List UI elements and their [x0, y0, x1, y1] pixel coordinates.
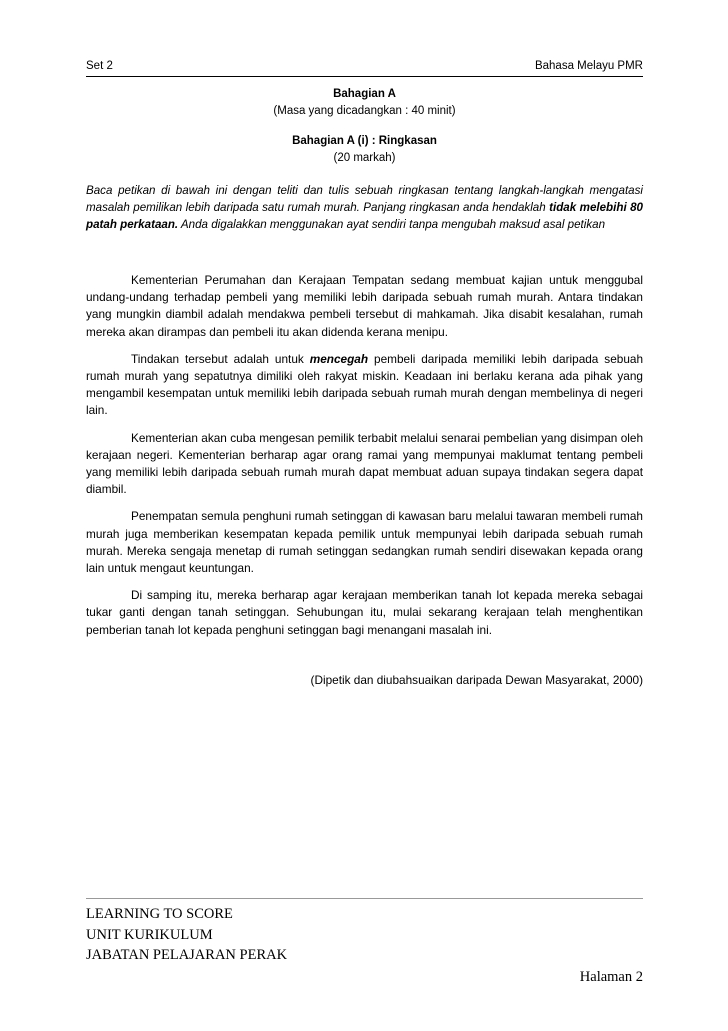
header-subject-label: Bahasa Melayu PMR: [534, 60, 643, 72]
section-time: (Masa yang dicadangkan : 40 minit): [273, 104, 456, 117]
subsection-marks: (20 markah): [333, 151, 396, 164]
instruction-word-limit: tidak melebihi 80 patah perkataan.: [86, 200, 643, 231]
paragraph-2-text-after: pembeli daripada memiliki lebih daripada sebuah rumah murah yang sepatutnya dimiliki oleh rakyat miskin. Keadaan ini berlaku kerana ada pihak yang mengambil kesempatan untuk memiliki lebih daripada sebuah rumah murah dengan membelinya di negeri lain.: [86, 351, 643, 418]
passage-paragraph-2: [86, 351, 643, 420]
passage-paragraph-5: Di samping itu, mereka berharap agar kerajaan memberikan tanah lot kepada mereka sebagai tukar ganti dengan tanah setinggan. Sehubungan itu, mulai sekarang kerajaan telah menghentikan pemberian tanah lot kepada penghuni setinggan bagi menangani masalah ini.: [86, 588, 643, 637]
header-set-label: Set 2: [86, 60, 113, 72]
passage-paragraph-3: Kementerian akan cuba mengesan pemilik terbabit melalui senarai pembelian yang disimpan oleh kerajaan negeri. Kementerian berharap agar orang ramai yang mempunyai maklumat tentang pembeli yang memiliki lebih daripada sebuah rumah murah dapat membuat aduan supaya tindakan segera dapat diambil.: [86, 430, 643, 497]
title-block: [86, 86, 643, 166]
passage-body: [86, 272, 643, 639]
paragraph-2-text-before: Tindakan tersebut adalah untuk: [131, 351, 310, 366]
paragraph-2-emphasis: mencegah: [309, 351, 369, 366]
subsection-title: Bahagian A (i) : Ringkasan: [292, 135, 437, 147]
footer-line-1: LEARNING TO SCORE: [86, 906, 233, 922]
section-title: Bahagian A: [333, 88, 396, 100]
document-header: [86, 59, 643, 77]
footer-line-2: UNIT KURIKULUM: [86, 926, 213, 943]
page-number: Halaman 2: [579, 968, 643, 985]
document-footer: [86, 898, 643, 987]
passage-paragraph-1: Kementerian Perumahan dan Kerajaan Tempatan sedang membuat kajian untuk menggubal undang-undang terhadap pembeli yang memiliki lebih daripada sebuah rumah murah. Antara tindakan yang mungkin diambil adalah mendakwa pembeli tersebut di mahkamah. Jika disabit kesalahan, rumah mereka akan dirampas dan pembeli itu akan didenda kerana menipu.: [86, 273, 643, 339]
passage-paragraph-4: Penempatan semula penghuni rumah setinggan di kawasan baru melalui tawaran membeli rumah murah juga memberikan kesempatan kepada pemilik untuk mempunyai lebih daripada sebuah rumah murah. Mereka sengaja menetap di rumah setinggan sedangkan rumah sendiri disewakan kepada orang lain untuk mengaut keuntungan.: [86, 509, 643, 576]
instruction-text-part2: Anda digalakkan menggunakan ayat sendiri tanpa mengubah maksud asal petikan: [178, 217, 606, 231]
footer-organization: [86, 904, 643, 966]
instruction-text-part1: Baca petikan di bawah ini dengan teliti dan tulis sebuah ringkasan tentang langkah-langkah mengatasi masalah pemilikan lebih daripada satu rumah murah. Panjang ringkasan anda hendaklah: [86, 184, 643, 214]
instruction-paragraph: [86, 183, 643, 233]
passage-attribution: (Dipetik dan diubahsuaikan daripada Dewan Masyarakat, 2000): [310, 673, 643, 687]
title-spacer: [86, 119, 643, 133]
footer-line-3: JABATAN PELAJARAN PERAK: [86, 947, 288, 963]
